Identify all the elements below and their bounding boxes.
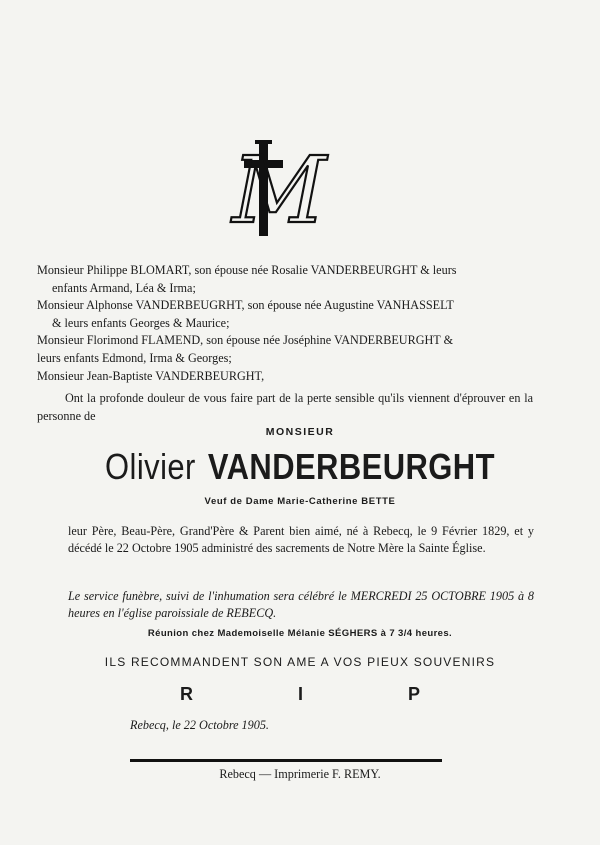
divider (130, 759, 442, 762)
family-line-2: enfants Armand, Léa & Irma; (52, 280, 196, 295)
deceased-first-name: Olivier (105, 446, 196, 487)
intro-text (37, 390, 533, 425)
rip-r: R (180, 684, 193, 704)
deceased-last-name: VANDERBEURGHT (207, 446, 495, 487)
family-line-7: Monsieur Jean-Baptiste VANDERBEURGHT, (37, 368, 265, 383)
rip-i: I (297, 684, 303, 704)
family-list (37, 262, 537, 385)
monogram-letter: M (232, 140, 327, 240)
biography: leur Père, Beau-Père, Grand'Père & Parent bien aimé, né à Rebecq, le 9 Février 1829, et y décédé le 22 Octobre 1905 administré des sacrements de Notre Mère la Sainte Église. (68, 524, 534, 556)
meeting-info: Réunion chez Mademoiselle Mélanie SÉGHERS à 7 3/4 heures. (147, 628, 453, 639)
widower-line: Veuf de Dame Marie-Catherine BETTE (204, 496, 396, 507)
title-monsieur: MONSIEUR (265, 426, 335, 438)
family-line-3: Monsieur Alphonse VANDERBEUGRHT, son épouse née Augustine VANHASSELT (37, 298, 454, 313)
family-line-4: & leurs enfants Georges & Maurice; (52, 315, 230, 330)
family-line-5: Monsieur Florimond FLAMEND, son épouse née Joséphine VANDERBEURGHT & (37, 333, 454, 348)
rip-letters (180, 684, 420, 705)
rip-p: P (407, 684, 420, 704)
printer-line: Rebecq — Imprimerie F. REMY. (219, 767, 381, 781)
recommendation: ILS RECOMMANDENT SON AME A VOS PIEUX SOUVENIRS (104, 655, 496, 669)
cross-monogram (222, 140, 362, 240)
intro-content: Ont la profonde douleur de vous faire part de la perte sensible qu'ils viennent d'éprouver en la personne de (37, 391, 533, 423)
family-line-6: leurs enfants Edmond, Irma & Georges; (37, 350, 232, 365)
service-announcement: Le service funèbre, suivi de l'inhumation sera célébré le MERCREDI 25 OCTOBRE 1905 à 8 heures en l'église paroissiale de REBECQ. (68, 589, 534, 621)
family-line-1: Monsieur Philippe BLOMART, son épouse née Rosalie VANDERBEURGHT & leurs (37, 263, 457, 277)
place-date: Rebecq, le 22 Octobre 1905. (130, 718, 269, 732)
deceased-name (42, 446, 558, 488)
